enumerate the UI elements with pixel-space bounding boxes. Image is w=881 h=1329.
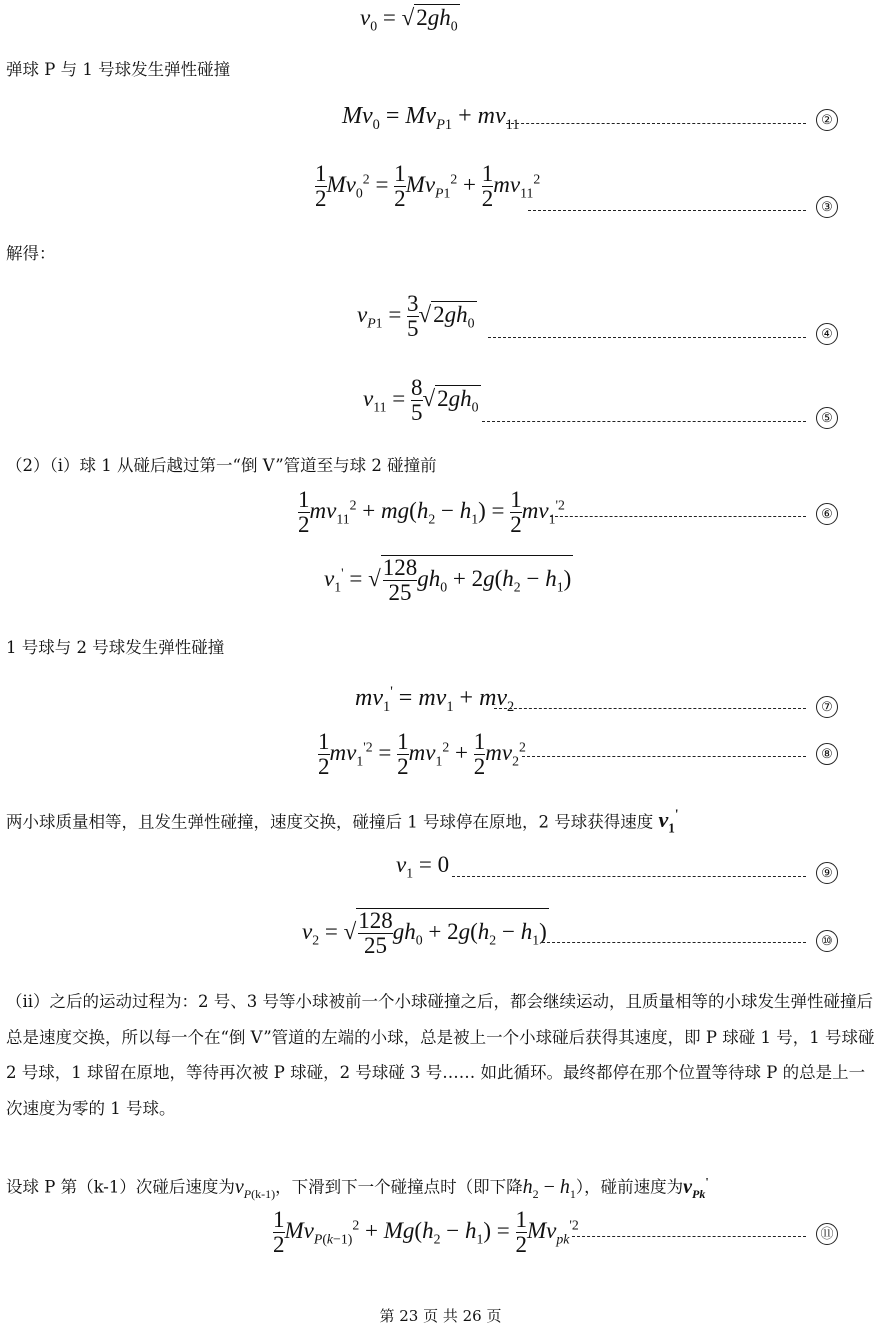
equation-energy-ball1: $\frac{1}{2}$ $mv_{11}^2 + mg(h_2 - h_1)$ = $\frac{1}{2}$ $mv_1^{'2}$ ⑥ bbox=[0, 488, 881, 548]
eq-number: ④ bbox=[816, 323, 838, 345]
equation-v0: $v_0 = √2gh_0$ bbox=[360, 5, 458, 34]
text-line: 1 号球与 2 号球发生弹性碰撞 bbox=[6, 638, 225, 657]
text-line: 两小球质量相等，且发生弹性碰撞，速度交换，碰撞后 1 号球停在原地，2 号球获得速度 $v_1'$ bbox=[6, 807, 679, 836]
eq-number: ⑤ bbox=[816, 407, 838, 429]
equation-v1-zero: $v_1 = 0$ ⑨ bbox=[0, 850, 881, 895]
equation-v11: $v_{11}$ = $\frac{8}{5}$ $√2gh_0$ ⑤ bbox=[0, 374, 881, 434]
equation-v2: $v_2$ = √ $\frac{128}{25}$ $gh_0 + 2g(h_2 - h_1)$ ⑩ bbox=[0, 906, 881, 971]
equation-v1-prime: $v_1'$ = √ $\frac{128}{25}$ $gh_0 + 2g(h_2 - h_1)$ bbox=[324, 555, 572, 606]
eq-number: ⑧ bbox=[816, 743, 838, 765]
equation-energy-12: $\frac{1}{2}$ $mv_1^{'2}$ = $\frac{1}{2}$ $mv_1^2$ + $\frac{1}{2}$ $mv_2^2$ ⑧ bbox=[0, 730, 881, 785]
text-line: （2）（i）球 1 从碰后越过第一“倒 V”管道至与球 2 碰撞前 bbox=[6, 456, 437, 475]
text-line: 解得： bbox=[6, 244, 56, 263]
eq-number: ⑥ bbox=[816, 503, 838, 525]
eq-number: ⑦ bbox=[816, 696, 838, 718]
eq-number: ⑩ bbox=[816, 930, 838, 952]
text-span: ，下滑到下一个碰撞点时（即下降 bbox=[275, 1177, 523, 1197]
eq-number: ③ bbox=[816, 196, 838, 218]
text-span: ），碰前速度为 bbox=[575, 1177, 684, 1197]
text-span: 两小球质量相等，且发生弹性碰撞，速度交换，碰撞后 1 号球停在原地，2 号球获得速度 bbox=[6, 812, 654, 832]
eq-number: ⑨ bbox=[816, 862, 838, 884]
equation-energy: $\frac{1}{2}$ $Mv_0^2$ = $\frac{1}{2}$ $Mv_{P1}^2$ + $\frac{1}{2}$ $mv_{11}^2$ ③ bbox=[0, 160, 881, 230]
equation-momentum: $Mv_0 = Mv_{P1} + mv_{11}$ ② bbox=[0, 97, 881, 157]
eq-number: ② bbox=[816, 109, 838, 131]
equation-energy-P: $\frac{1}{2}$ $Mv_{P(k-1)}^2 + Mg(h_2 - h_1)$ = $\frac{1}{2}$ $Mv_{pk}^{'2}$ ⑪ bbox=[0, 1208, 881, 1268]
equation-vP1: $v_{P1}$ = $\frac{3}{5}$ $√2gh_0$ ④ bbox=[0, 290, 881, 350]
text-line: 设球 P 第（k-1）次碰后速度为$v_{P(k-1)}$，下滑到下一个碰撞点时（即下降$h_2 - h_1$），碰前速度为$v_{Pk}'$ bbox=[6, 1174, 709, 1201]
text-span: 设球 P 第（k-1）次碰后速度为 bbox=[6, 1177, 235, 1197]
paragraph: （ii）之后的运动过程为：2 号、3 号等小球被前一个小球碰撞之后，都会继续运动，且质量相等的小球发生弹性碰撞后总是速度交换，所以每一个在“倒 V”管道的左端的小球，总是被上一个小球碰后获得其速度，即 P 球碰 1 号，1 号球碰 2 号球，1 球留在原地，等待再次被 P 球碰，2 号球碰 3 号…… 如此循环。最终都停在那个位置等待球 P 的总是上一次速度为零的 1 号球。 bbox=[6, 992, 875, 1118]
page-footer: 第 23 页 共 26 页 bbox=[379, 1307, 502, 1325]
text-line: 弹球 P 与 1 号球发生弹性碰撞 bbox=[6, 60, 231, 79]
eq-number: ⑪ bbox=[816, 1223, 838, 1245]
equation-momentum-12: $mv_1' = mv_1 + mv_2$ ⑦ bbox=[0, 680, 881, 730]
